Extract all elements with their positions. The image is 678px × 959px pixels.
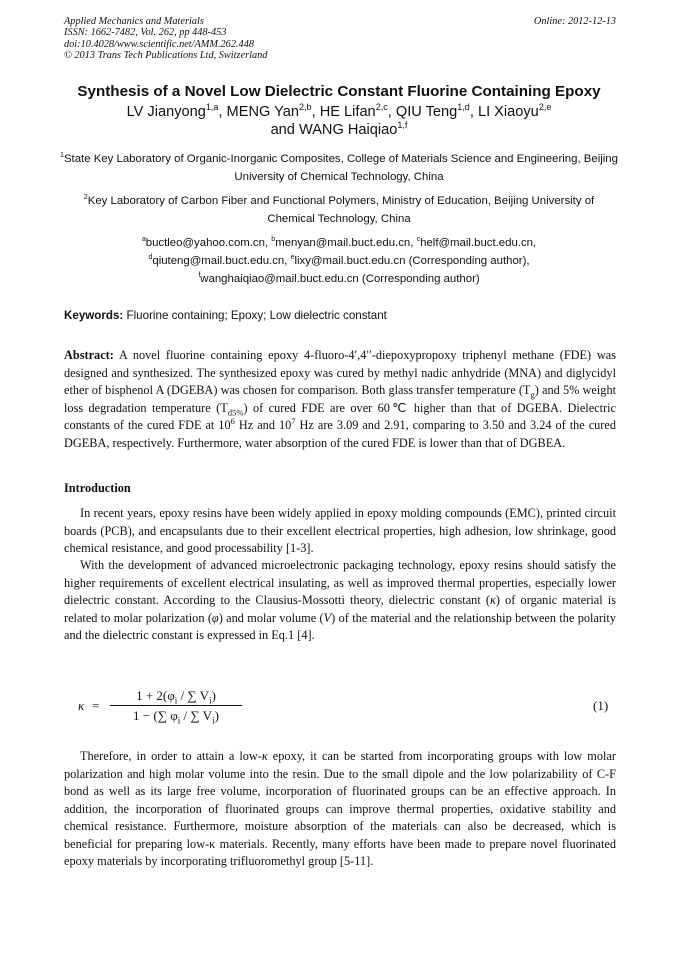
copyright-line: © 2013 Trans Tech Publications Ltd, Switzerland xyxy=(64,50,268,62)
author-sup: 2,b xyxy=(299,102,312,113)
email-link[interactable]: helf@mail.buct.edu.cn, xyxy=(420,237,537,249)
email-list xyxy=(60,234,618,288)
email-link[interactable]: menyan@mail.buct.edu.cn, xyxy=(275,237,417,249)
affiliation-sup: 2 xyxy=(83,194,88,202)
abstract-paragraph: Abstract: A novel fluorine containing epoxy 4-fluoro-4′,4′′-diepoxypropoxy triphenyl methane (FDE) was designed and synthesized. The synthesized epoxy was cured by methyl nadic anhydride (MNA) and diglycidyl ether of bisphenol A (DGEBA) was chosen for comparison. Both glass transfer temperature $(T_g)$ and 5% weight loss degradation temperature $(T_{d5\%})$ of cured FDE are over 60℃ higher than that of DGEBA. Dielectric constants of the cured FDE at $10^6$ Hz and $10^7$ Hz are 3.09 and 2.91, comparing to 3.50 and 3.24 of the cured DGEBA, respectively. Furthermore, water absorption of the cured FDE is lower than that of DGBEA. xyxy=(64,348,617,450)
affiliation-sup: 1 xyxy=(60,152,64,160)
equation-1 xyxy=(78,686,618,730)
email-link[interactable]: qiuteng@mail.buct.edu.cn, xyxy=(152,255,291,267)
email-link[interactable]: wanghaiqiao@mail.buct.edu.cn (Corresponding author) xyxy=(200,273,480,285)
equation-number: (1) xyxy=(593,698,609,713)
author-name: and WANG Haiqiao xyxy=(270,121,398,138)
equation-lhs: κ xyxy=(78,698,85,713)
email-line-2: $^d$qiuteng@mail.buct.edu.cn, $^e$lixy@mail.buct.edu.cn (Corresponding author), xyxy=(148,254,530,267)
author-sup: 1,f xyxy=(397,119,408,130)
section-heading: Introduction xyxy=(64,481,131,495)
online-date: Online: 2012-12-13 xyxy=(533,16,616,27)
email-link[interactable]: buctleo@yahoo.com.cn, xyxy=(145,237,272,249)
author-sup: 2,e xyxy=(538,102,552,113)
equation-equals: = xyxy=(92,698,100,713)
affiliation-2 xyxy=(60,192,618,228)
author-name: QIU Teng xyxy=(395,104,458,120)
keywords-text: Fluorine containing; Epoxy; Low dielectric constant xyxy=(126,309,387,322)
paper-title: Synthesis of a Novel Low Dielectric Constant Fluorine Containing Epoxy xyxy=(77,83,601,100)
affiliation-text: Key Laboratory of Carbon Fiber and Functional Polymers, Ministry of Education, Beijing University of Chemical Technology, China xyxy=(87,195,595,225)
author-name: LV Jianyong xyxy=(126,104,206,120)
keywords-label: Keywords: xyxy=(64,309,124,322)
doi-line: doi:10.4028/www.scientific.net/AMM.262.448 xyxy=(64,38,254,50)
email-line-3: $^f$wanghaiqiao@mail.buct.edu.cn (Corresponding author) xyxy=(198,272,480,285)
author-sup: 1,a xyxy=(205,102,219,113)
equation-denominator: 1 − (∑ $\varphi_i$ / ∑ $V_i$) xyxy=(133,708,219,726)
journal-name: Applied Mechanics and Materials xyxy=(64,16,204,27)
author-list xyxy=(40,104,638,139)
equation-fraction xyxy=(110,686,242,725)
author-line-2 xyxy=(40,119,638,140)
author-name: HE Lifan xyxy=(319,104,376,120)
author-name: MENG Yan xyxy=(226,104,300,120)
affiliation-1 xyxy=(60,150,618,186)
abstract-label: Abstract: xyxy=(64,348,114,362)
author-name: LI Xiaoyu xyxy=(477,104,539,120)
email-line-1: $^a$buctleo@yahoo.com.cn, $^b$menyan@mail.buct.edu.cn, $^c$helf@mail.buct.edu.cn, xyxy=(141,236,537,249)
keywords-line xyxy=(64,309,616,322)
intro-paragraph-3: Therefore, in order to attain a low-κ epoxy, it can be started from incorporating groups with low molar polarization and high molar volume into the resin. Due to the small dipole and the low polarizability of C-F bond as well as its large free volume, incorporation of fluorinated groups can be an effective approach. In addition, the incorporation of fluorinated groups can improve thermal properties, oxidative stability and chemical resistance. Furthermore, moisture absorption of the materials can also be decreased, which is beneficial for preparing low-κ materials. Recently, many efforts have been made to prepare novel fluorinated epoxy materials by incorporating trifluoromethyl group [5-11]. xyxy=(64,749,616,868)
intro-paragraph-1: In recent years, epoxy resins have been widely applied in epoxy molding compounds (EMC), printed circuit boards (PCB), and encapsulants due to their excellent electrical properties, high adhesion, low shrinkage, good chemical resistance, and good processability [1-3]. xyxy=(64,506,616,555)
equation-numerator: $1 + 2(\varphi_i$ / ∑ $V_i$) xyxy=(136,688,216,706)
author-line-1: LV Jianyong$^{1,a}$, MENG Yan$^{2,b}$, HE Lifan$^{2,c}$, QIU Teng$^{1,d}$, LI Xiaoyu$^{2,e}$ xyxy=(126,102,552,120)
affiliation-text: State Key Laboratory of Organic-Inorganic Composites, College of Materials Science and Engineering, Beijing University of Chemical Technology, China xyxy=(63,153,618,183)
page-header xyxy=(64,16,616,62)
author-sup: 1,d xyxy=(457,102,470,113)
issn-line: ISSN: 1662-7482, Vol. 262, pp 448-453 xyxy=(64,27,227,39)
author-sup: 2,c xyxy=(375,102,388,113)
intro-paragraph-2: With the development of advanced microelectronic packaging technology, epoxy resins should satisfy the higher requirements of excellent electrical insulating, as well as improved thermal properties, especially lower dielectric constant. According to the Clausius-Mossotti theory, dielectric constant (κ) of organic material is related to molar polarization (φ) and molar volume (V) of the material and the relationship between the polarity and the dielectric constant is expressed in Eq.1 [4]. xyxy=(64,558,616,642)
email-link[interactable]: lixy@mail.buct.edu.cn (Corresponding author), xyxy=(294,255,530,267)
